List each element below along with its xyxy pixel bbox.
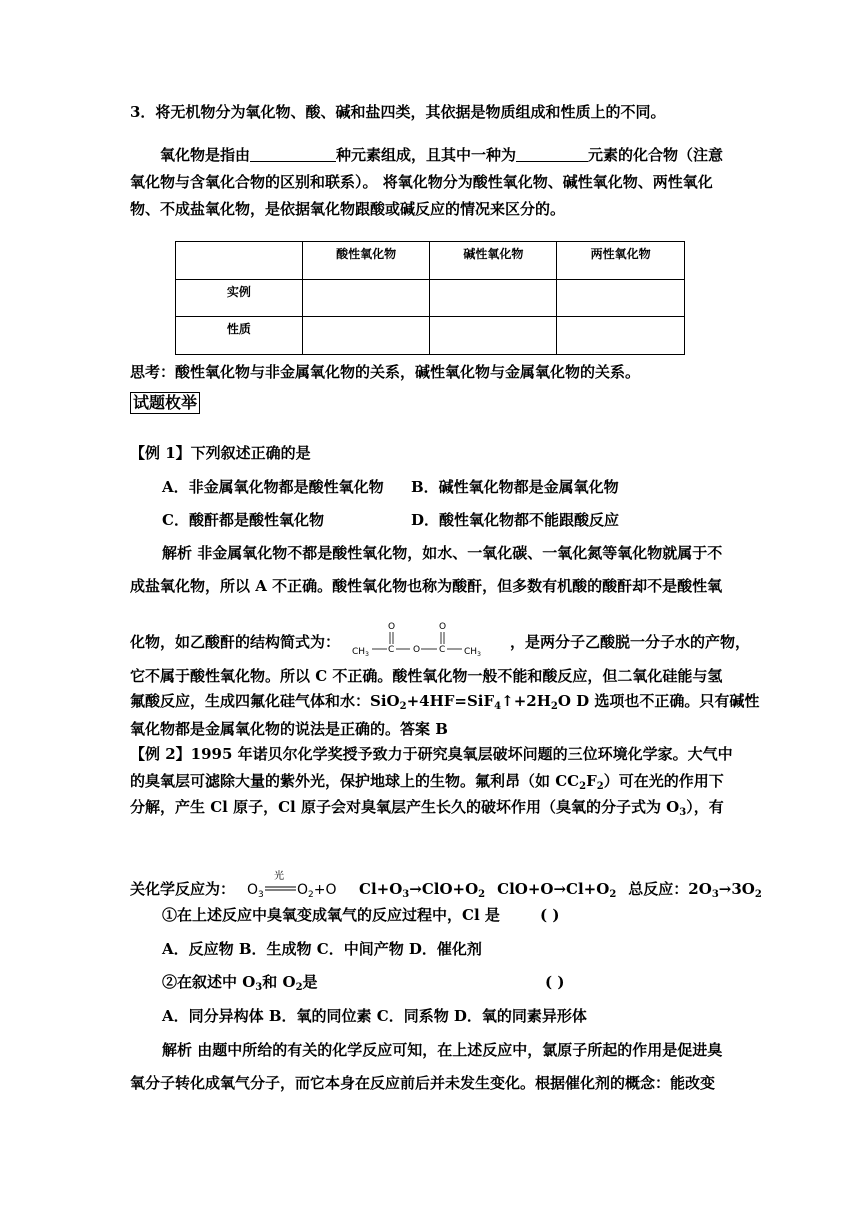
cell-text: 性质 — [226, 322, 251, 336]
example1-analysis-line2: 成盐氧化物，所以 A 不正确。酸性氧化物也称为酸酐，但多数有机酸的酸酐却不是酸性氧 — [130, 577, 723, 595]
text: ②在叙述中 O — [162, 973, 256, 991]
subscript: 2 — [295, 982, 303, 993]
example1-analysis-line4: 它不属于酸性氧化物。所以 C 不正确。酸性氧化物一般不能和酸反应，但二氧化硅能与氢 — [130, 667, 723, 685]
table-cell[interactable] — [302, 280, 430, 317]
table-cell[interactable] — [557, 280, 685, 317]
table-row-label — [176, 280, 303, 317]
subscript: 3 — [711, 889, 719, 900]
example1-option-b: B．碱性氧化物都是金属氧化物 — [411, 478, 619, 496]
example1-title: 【例 1】下列叙述正确的是 — [130, 444, 311, 462]
table-row — [176, 317, 685, 355]
cell-text: 两性氧化物 — [590, 247, 651, 261]
text: 总反应：2O — [628, 880, 712, 898]
text: ↑+2H — [501, 692, 551, 710]
oxygen-label-2: O — [439, 622, 447, 632]
photolysis-equation — [247, 868, 351, 902]
subscript: 3 — [402, 889, 410, 900]
table-header-cell — [557, 242, 685, 280]
equals-arrow — [265, 887, 296, 890]
point3-line3: 氧化物与含氧化合物的区别和联系）。 将氧化物分为酸性氧化物、碱性氧化物、两性氧化 — [130, 173, 713, 191]
example1-option-a: A．非金属氧化物都是酸性氧化物 — [162, 478, 384, 496]
text: 关化学反应为： — [130, 880, 236, 898]
subscript: 2 — [579, 781, 587, 792]
text: ）可在光的作用下 — [603, 772, 724, 790]
text: 和 O — [262, 973, 296, 991]
example2-question2-answer-slot[interactable]: ( ) — [545, 973, 565, 991]
text: ），有 — [686, 798, 724, 816]
example2-analysis-line1: 解析 由题中所给的有关的化学反应可知，在上述反应中，氯原子所起的作用是促进臭 — [162, 1041, 723, 1059]
subscript: 2 — [478, 889, 486, 900]
fill-blank-1[interactable] — [250, 145, 336, 162]
subscript: 2 — [550, 701, 558, 712]
text: 是 — [302, 973, 318, 991]
example2-line1: 【例 2】1995 年诺贝尔化学奖授予致力于研究臭氧层破坏问题的三位环境化学家。大气中 — [130, 745, 733, 763]
point3-line4: 物、不成盐氧化物，是依据氧化物跟酸或碱反应的情况来区分的。 — [130, 200, 566, 218]
think-note: 思考：酸性氧化物与非金属氧化物的关系，碱性氧化物与金属氧化物的关系。 — [130, 363, 641, 381]
carbon-label-1: C — [388, 645, 395, 655]
text: →ClO+O — [409, 880, 479, 898]
oxygen-label-1: O — [388, 622, 396, 632]
example2-question1: ①在上述反应中臭氧变成氧气的反应过程中，Cl 是 — [162, 906, 500, 924]
example1-analysis-line5 — [130, 691, 759, 711]
text: 种元素组成，且其中一种为 — [336, 146, 517, 164]
subscript: 2 — [596, 781, 604, 792]
ozone-symbol: $O_3$ — [247, 882, 264, 900]
carbon-label-2: C — [439, 645, 446, 655]
text: 的臭氧层可滤除大量的紫外光，保护地球上的生物。氟利昂（如 CC — [130, 772, 580, 790]
table-cell[interactable] — [302, 317, 430, 355]
text: →3O — [718, 880, 755, 898]
text: ，是两分子乙酸脱一分子水的产物， — [510, 633, 751, 651]
subscript: 2 — [399, 701, 407, 712]
text: 分解，产生 Cl 原子，Cl 原子会对臭氧层产生长久的破坏作用（臭氧的分子式为 O — [130, 798, 680, 816]
example2-question1-options: A．反应物 B．生成物 C．中间产物 D．催化剂 — [162, 940, 482, 958]
methyl-label-1: $CH_3$ — [352, 647, 369, 658]
section-title: 试题枚举 — [130, 392, 200, 414]
table-cell[interactable] — [557, 317, 685, 355]
text: 化物，如乙酸酐的结构简式为： — [130, 633, 341, 651]
subscript: 3 — [679, 807, 687, 818]
example2-line4 — [130, 868, 762, 902]
example2-analysis-line2: 氧分子转化成氧气分子，而它本身在反应前后并未发生变化。根据催化剂的概念：能改变 — [130, 1074, 716, 1092]
bridge-oxygen-label: O — [413, 645, 421, 655]
table-row — [176, 280, 685, 317]
example1-analysis-line1: 解析 非金属氧化物不都是酸性氧化物，如水、一氧化碳、一氧化氮等氧化物就属于不 — [162, 544, 723, 562]
table-header-cell — [176, 242, 303, 280]
subscript: 3 — [255, 982, 263, 993]
example2-question1-answer-slot[interactable]: ( ) — [540, 906, 560, 924]
example1-option-c: C．酸酐都是酸性氧化物 — [162, 511, 324, 529]
table-cell[interactable] — [430, 280, 557, 317]
example1-analysis-line6: 氧化物都是金属氧化物的说法是正确的。答案 B — [130, 720, 448, 738]
acetic-anhydride-structure-diagram — [352, 621, 502, 659]
subscript: 2 — [754, 889, 762, 900]
example1-analysis-line3 — [130, 621, 750, 659]
point3-line1: 3．将无机物分为氧化物、酸、碱和盐四类，其依据是物质组成和性质上的不同。 — [130, 103, 666, 121]
fill-blank-2[interactable] — [516, 145, 588, 162]
table-header-cell — [302, 242, 430, 280]
methyl-label-2: $CH_3$ — [464, 647, 481, 658]
table-row-label — [176, 317, 303, 355]
cell-text: 碱性氧化物 — [463, 247, 524, 261]
text: ClO+O→Cl+O — [497, 880, 610, 898]
example2-question2 — [162, 972, 318, 992]
text: O D 选项也不正确。只有碱性 — [557, 692, 760, 710]
example2-line2 — [130, 771, 724, 791]
example2-question2-options: A．同分异构体 B．氧的同位素 C．同系物 D．氧的同素异形体 — [162, 1007, 587, 1025]
subscript: 2 — [609, 889, 617, 900]
example1-option-d: D．酸性氧化物都不能跟酸反应 — [411, 511, 620, 529]
table-header-cell — [430, 242, 557, 280]
cell-text: 实例 — [226, 285, 251, 299]
text: F — [586, 772, 597, 790]
text: +4HF=SiF — [406, 692, 495, 710]
point3-line2 — [160, 145, 723, 165]
oxygen-symbol: $O_2+O$ — [297, 882, 337, 900]
text: 氟酸反应，生成四氟化硅气体和水：SiO — [130, 692, 400, 710]
example2-line3 — [130, 797, 724, 817]
oxide-table — [175, 241, 685, 355]
text: 氧化物是指由 — [160, 146, 251, 164]
cell-text — [176, 242, 302, 245]
table-header-row — [176, 242, 685, 280]
text: 元素的化合物（注意 — [588, 146, 724, 164]
subscript: 4 — [494, 701, 502, 712]
cell-text: 酸性氧化物 — [336, 247, 397, 261]
table-cell[interactable] — [430, 317, 557, 355]
light-condition-label: 光 — [274, 871, 285, 882]
text: Cl+O — [359, 880, 403, 898]
